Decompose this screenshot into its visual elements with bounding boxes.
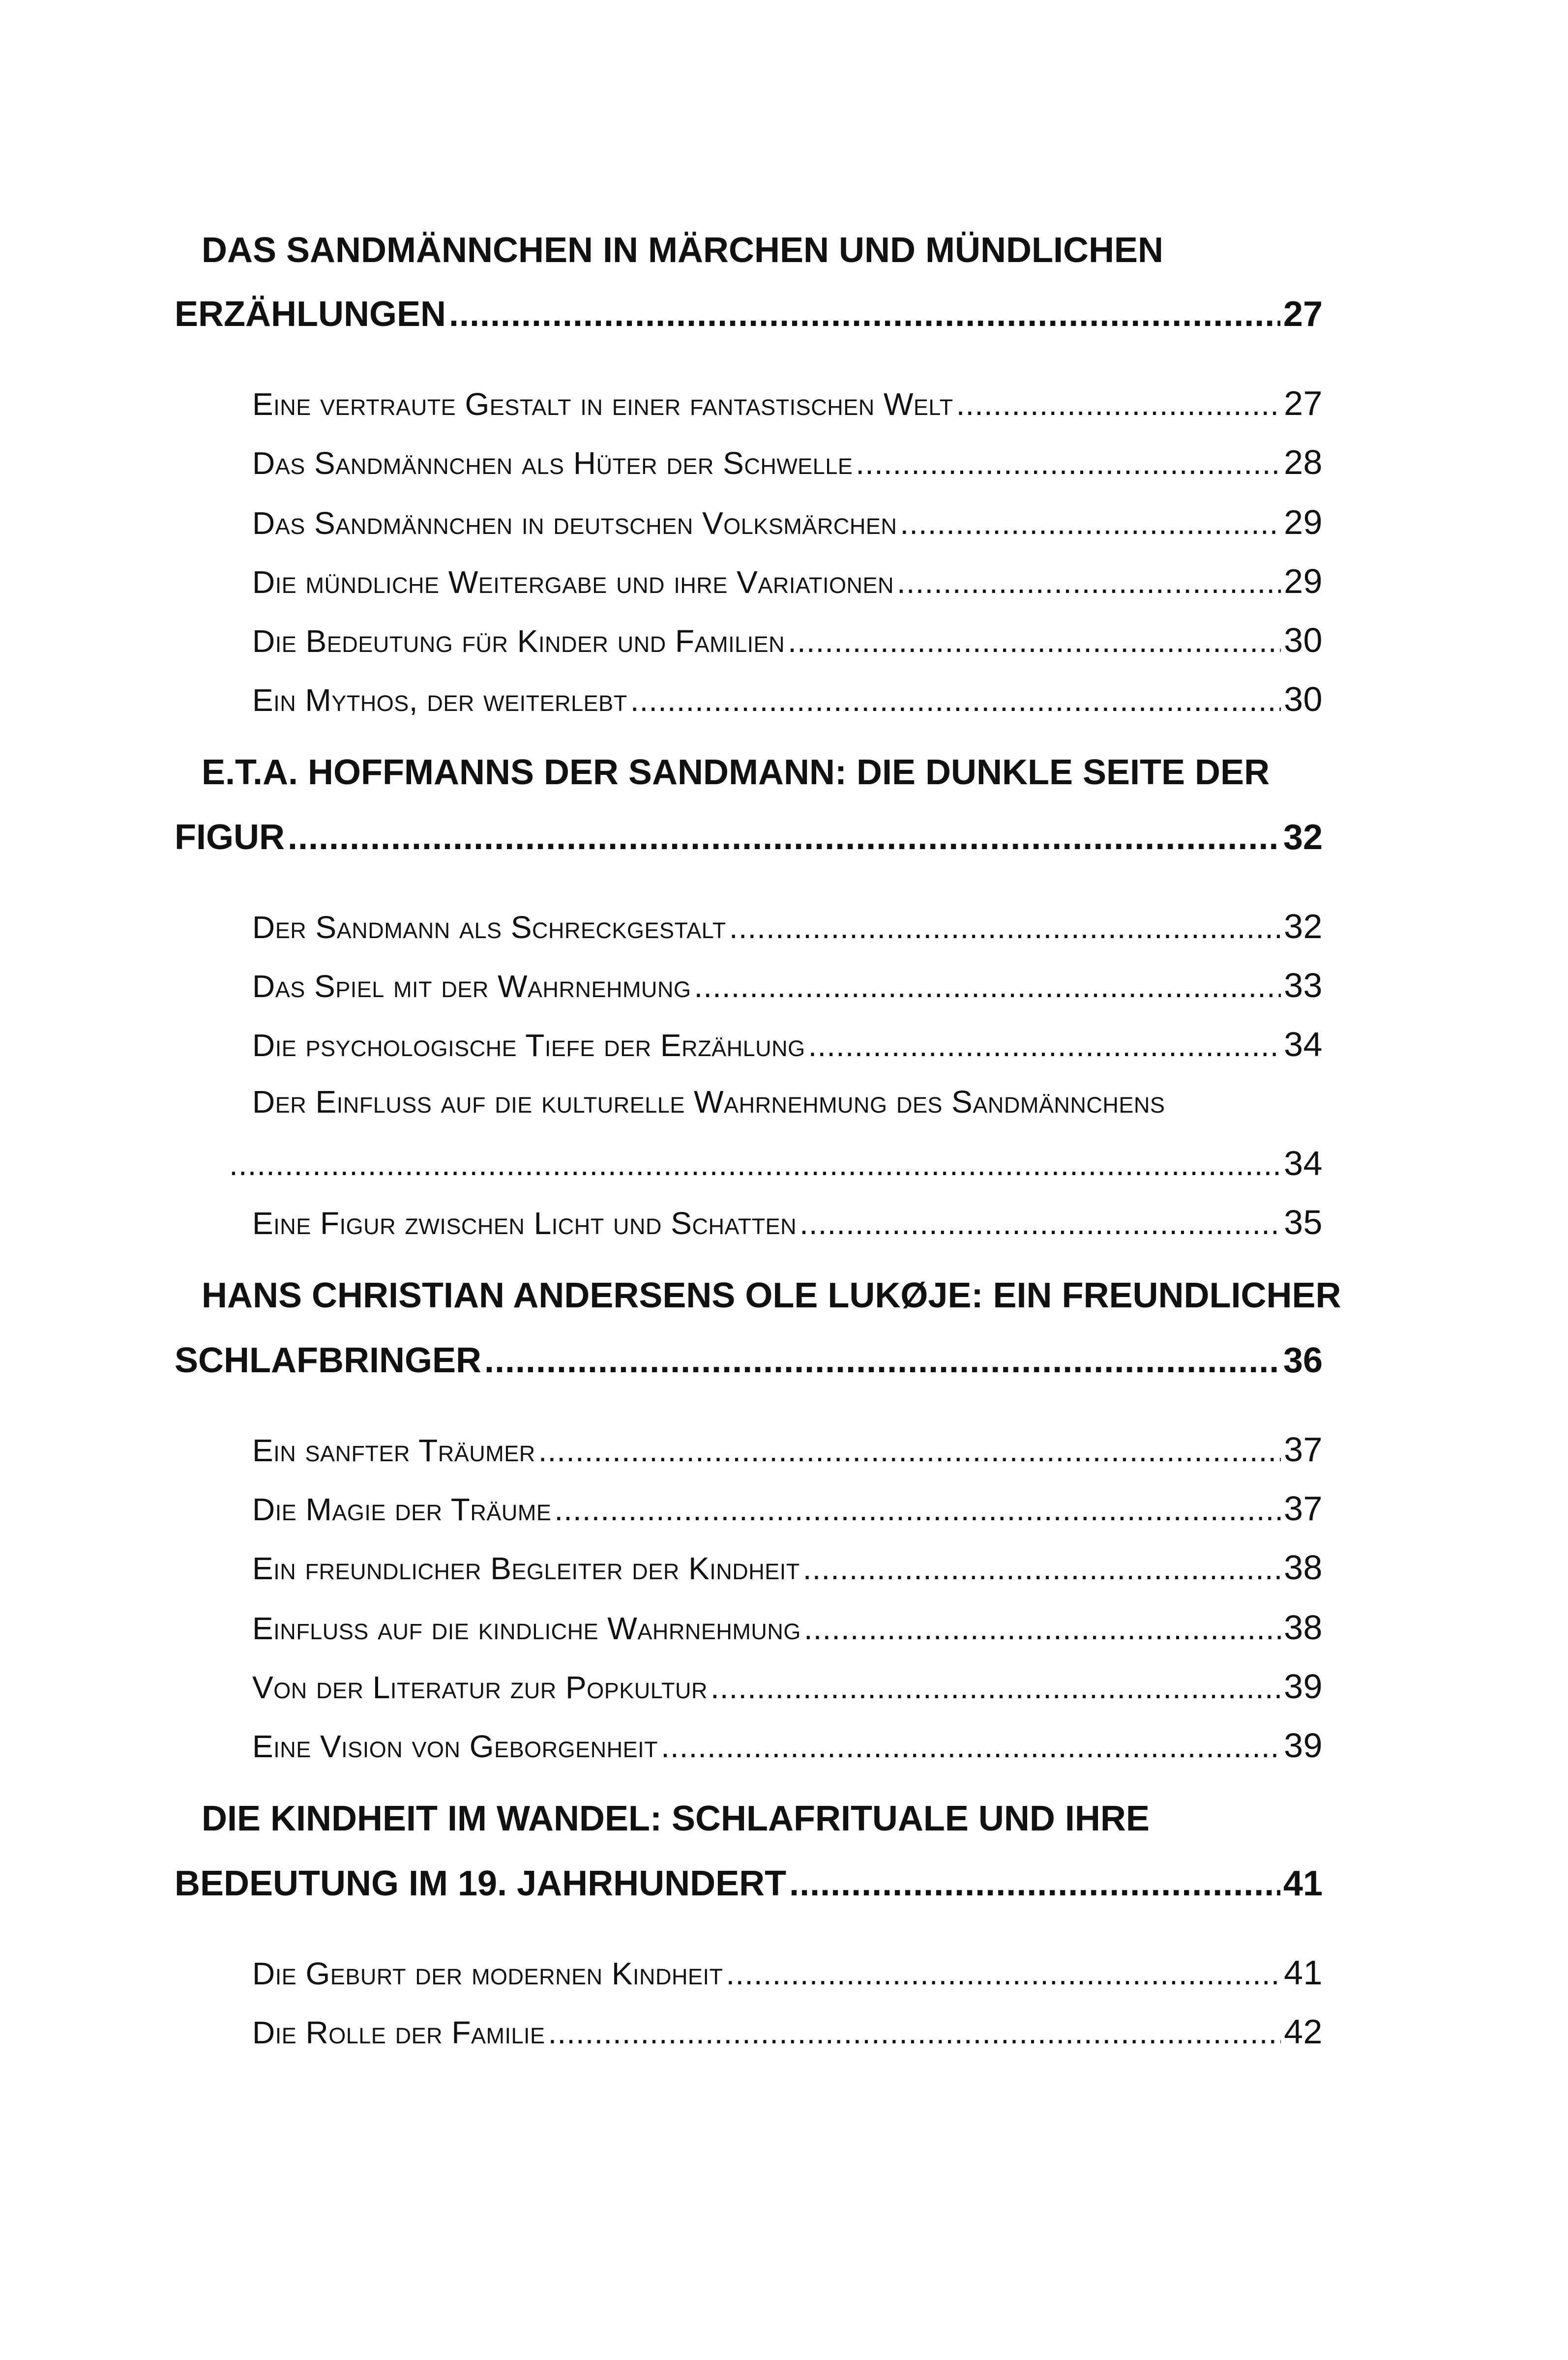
- entry-page-number: 39: [1284, 1726, 1323, 1765]
- dot-leader: [799, 1205, 1281, 1241]
- dot-leader: [803, 1550, 1281, 1587]
- entry-title: Ein Mythos, der weiterlebt: [252, 682, 627, 718]
- entry-title: Ein sanfter Träumer: [252, 1433, 535, 1468]
- entry-row: [252, 502, 1323, 542]
- chapter-page-number: 32: [1283, 818, 1323, 857]
- entry-row: [252, 561, 1323, 601]
- chapter-title-line1: DAS SANDMÄNNCHEN IN MÄRCHEN UND MÜNDLICHEN: [202, 231, 1163, 270]
- entry-row: [252, 966, 1323, 1005]
- chapter-page-number: 36: [1283, 1341, 1323, 1380]
- chapter-title-line1: E.T.A. HOFFMANNS DER SANDMANN: DIE DUNKLE SEITE DER: [202, 753, 1270, 792]
- dot-leader: [548, 2014, 1281, 2051]
- dot-leader: [710, 1669, 1281, 1706]
- entry-page-number: 38: [1284, 1548, 1323, 1587]
- dot-leader: [789, 1863, 1280, 1904]
- chapter-title-row: [175, 1863, 1323, 1904]
- dot-leader: [694, 968, 1281, 1004]
- dot-leader: [804, 1610, 1281, 1647]
- entry-title: Von der Literatur zur Popkultur: [252, 1670, 708, 1705]
- entry-page-number: 29: [1284, 562, 1323, 600]
- entry-title: Die Rolle der Familie: [252, 2015, 545, 2050]
- entry-page-number: 34: [1284, 1025, 1323, 1063]
- chapter-page-number: 27: [1283, 295, 1323, 334]
- entry-row: [252, 1430, 1323, 1469]
- entry-page-number: 32: [1284, 907, 1323, 945]
- entry-page-number: 38: [1284, 1608, 1323, 1647]
- entry-page-number: 30: [1284, 680, 1323, 718]
- entry-page-number: 30: [1284, 621, 1323, 659]
- dot-leader: [630, 682, 1281, 718]
- entry-row: [252, 442, 1323, 482]
- entry-row: [252, 1953, 1323, 1992]
- entry-page-number: 28: [1284, 443, 1323, 481]
- entry-row: [252, 2012, 1323, 2051]
- entry-page-number: 34: [1284, 1144, 1323, 1182]
- entry-page-number: 29: [1284, 503, 1323, 541]
- dot-leader: [897, 564, 1281, 600]
- entry-row: [252, 907, 1323, 946]
- dot-leader: [729, 909, 1281, 945]
- chapter-page-number: 41: [1283, 1864, 1323, 1903]
- entry-title: Einfluss auf die kindliche Wahrnehmung: [252, 1611, 801, 1646]
- entry-row: [252, 1726, 1323, 1765]
- entry-title: Das Sandmännchen als Hüter der Schwelle: [252, 445, 853, 481]
- entry-title: Ein freundlicher Begleiter der Kindheit: [252, 1551, 800, 1586]
- chapter-title-line1: DIE KINDHEIT IM WANDEL: SCHLAFRITUALE UND IHRE: [202, 1799, 1150, 1838]
- dot-leader: [229, 1146, 1281, 1182]
- entry-title: Der Einfluss auf die kulturelle Wahrnehmung des Sandmännchens: [252, 1084, 1165, 1120]
- entry-page-number: 41: [1284, 1953, 1323, 1992]
- chapter-title-line2: ERZÄHLUNGEN: [175, 295, 446, 334]
- entry-page-number: 37: [1284, 1489, 1323, 1528]
- chapter-title-line2: BEDEUTUNG IM 19. JAHRHUNDERT: [175, 1864, 787, 1903]
- chapter-title-line2: SCHLAFBRINGER: [175, 1341, 481, 1380]
- entry-title: Eine Figur zwischen Licht und Schatten: [252, 1206, 797, 1241]
- dot-leader: [956, 386, 1281, 422]
- dot-leader: [484, 1340, 1280, 1381]
- entry-page-number: 39: [1284, 1667, 1323, 1706]
- entry-title: Der Sandmann als Schreckgestalt: [252, 910, 726, 945]
- entry-title: Die Bedeutung für Kinder und Familien: [252, 623, 785, 659]
- table-of-contents: [175, 0, 1341, 2360]
- entry-title: Das Spiel mit der Wahrnehmung: [252, 969, 691, 1004]
- entry-row: [252, 1203, 1323, 1242]
- chapter-title-row: [175, 294, 1323, 334]
- entry-row: [252, 1608, 1323, 1647]
- entry-row: [226, 1144, 1323, 1183]
- entry-page-number: 27: [1284, 384, 1323, 422]
- entry-row: [252, 384, 1323, 423]
- entry-title: Die Magie der Träume: [252, 1492, 552, 1527]
- entry-title: Eine Vision von Geborgenheit: [252, 1729, 658, 1764]
- chapter-title-line1: HANS CHRISTIAN ANDERSENS OLE LUKØJE: EIN FREUNDLICHER: [202, 1276, 1341, 1315]
- entry-row: [252, 679, 1323, 719]
- dot-leader: [554, 1491, 1281, 1528]
- dot-leader: [900, 505, 1281, 541]
- chapter-title-row: [175, 817, 1323, 857]
- entry-title: Die psychologische Tiefe der Erzählung: [252, 1028, 805, 1063]
- dot-leader: [856, 445, 1281, 481]
- chapter-title-line2: FIGUR: [175, 818, 285, 857]
- entry-page-number: 37: [1284, 1430, 1323, 1469]
- dot-leader: [538, 1432, 1281, 1469]
- dot-leader: [726, 1955, 1281, 1992]
- entry-title: Das Sandmännchen in deutschen Volksmärchen: [252, 505, 897, 541]
- chapter-title-row: [175, 1340, 1323, 1381]
- entry-row: [252, 1548, 1323, 1587]
- entry-row: [252, 620, 1323, 660]
- entry-row: [252, 1489, 1323, 1528]
- entry-page-number: 33: [1284, 966, 1323, 1004]
- entry-row: [252, 1025, 1323, 1064]
- dot-leader: [449, 294, 1280, 334]
- entry-page-number: 42: [1284, 2012, 1323, 2051]
- dot-leader: [288, 817, 1280, 857]
- entry-page-number: 35: [1284, 1203, 1323, 1241]
- entry-title: Die Geburt der modernen Kindheit: [252, 1956, 723, 1991]
- entry-title: Die mündliche Weitergabe und ihre Variationen: [252, 564, 894, 600]
- dot-leader: [808, 1027, 1281, 1063]
- dot-leader: [788, 623, 1281, 659]
- entry-row: [252, 1667, 1323, 1706]
- dot-leader: [661, 1728, 1281, 1765]
- entry-title: Eine vertraute Gestalt in einer fantastischen Welt: [252, 386, 953, 422]
